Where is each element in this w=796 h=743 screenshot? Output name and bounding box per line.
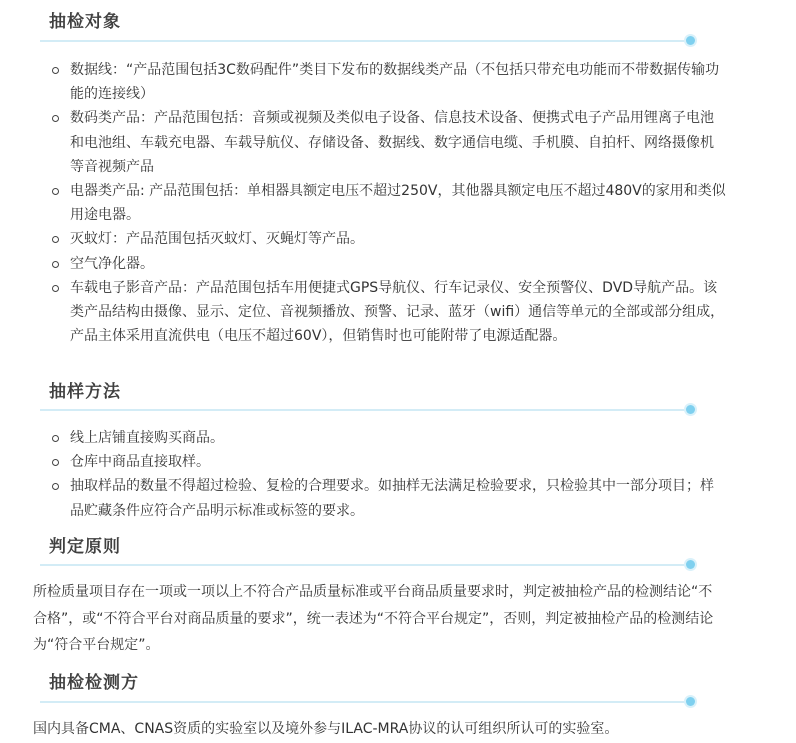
heading-rule <box>40 701 688 703</box>
bullet-icon <box>52 67 59 74</box>
list-item: 车载电子影音产品：产品范围包括车用便捷式GPS导航仪、行车记录仪、安全预警仪、DVD导航产品。该类产品结构由摄像、显示、定位、音视频播放、预警、记录、蓝牙（wifi）通信等单元的全部或部分组成，产品主体采用直流供电（电压不超过60V），但销售时也可能附带了电源适配器。 <box>0 276 796 349</box>
heading-rule <box>40 409 688 411</box>
list-item: 数据线：“产品范围包括3C数码配件”类目下发布的数据线类产品（不包括只带充电功能而不带数据传输功能的连接线） <box>0 58 796 106</box>
section-principle <box>0 535 796 579</box>
bullet-icon <box>52 261 59 268</box>
bullet-icon <box>52 285 59 292</box>
bullet-icon <box>52 188 59 195</box>
list-item: 线上店铺直接购买商品。 <box>0 426 796 450</box>
subject-list <box>0 58 796 348</box>
list-item: 仓库中商品直接取样。 <box>0 450 796 474</box>
heading-dot-icon <box>686 697 695 706</box>
list-item: 电器类产品: 产品范围包括：单相器具额定电压不超过250V，其他器具额定电压不超过480V的家用和类似用途电器。 <box>0 179 796 227</box>
heading-rule <box>40 564 688 566</box>
section-heading <box>0 535 796 579</box>
principle-text: 所检质量项目存在一项或一项以上不符合产品质量标准或平台商品质量要求时，判定被抽检产品的检测结论“不合格”，或“不符合平台对商品质量的要求”，统一表述为“不符合平台规定”，否则，判定被抽检产品的检测结论为“符合平台规定”。 <box>33 584 714 653</box>
section-title: 抽样方法 <box>49 382 121 402</box>
section-title: 抽检检测方 <box>49 673 139 693</box>
bullet-icon <box>52 459 59 466</box>
heading-dot-icon <box>686 560 695 569</box>
party-text: 国内具备CMA、CNAS资质的实验室以及境外参与ILAC-MRA协议的认可组织所认可的实验室。 <box>33 721 619 737</box>
section-method <box>0 380 796 424</box>
heading-dot-icon <box>686 405 695 414</box>
section-heading <box>0 380 796 424</box>
section-party <box>0 671 796 715</box>
section-heading <box>0 10 796 54</box>
bullet-icon <box>52 115 59 122</box>
list-item: 抽取样品的数量不得超过检验、复检的合理要求。如抽样无法满足检验要求，只检验其中一部分项目；样品贮藏条件应符合产品明示标准或标签的要求。 <box>0 474 796 522</box>
bullet-icon <box>52 236 59 243</box>
list-item: 灭蚊灯：产品范围包括灭蚊灯、灭蝇灯等产品。 <box>0 227 796 251</box>
list-item: 数码类产品：产品范围包括：音频或视频及类似电子设备、信息技术设备、便携式电子产品用锂离子电池和电池组、车载充电器、车载导航仪、存储设备、数据线、数字通信电缆、手机膜、自拍杆、网络摄像机等音视频产品 <box>0 106 796 179</box>
bullet-icon <box>52 435 59 442</box>
section-subject <box>0 10 796 54</box>
bullet-icon <box>52 483 59 490</box>
section-heading <box>0 671 796 715</box>
heading-dot-icon <box>686 36 695 45</box>
heading-rule <box>40 40 688 42</box>
method-list <box>0 426 796 523</box>
section-title: 判定原则 <box>49 537 121 557</box>
list-item: 空气净化器。 <box>0 252 796 276</box>
section-title: 抽检对象 <box>49 12 121 32</box>
